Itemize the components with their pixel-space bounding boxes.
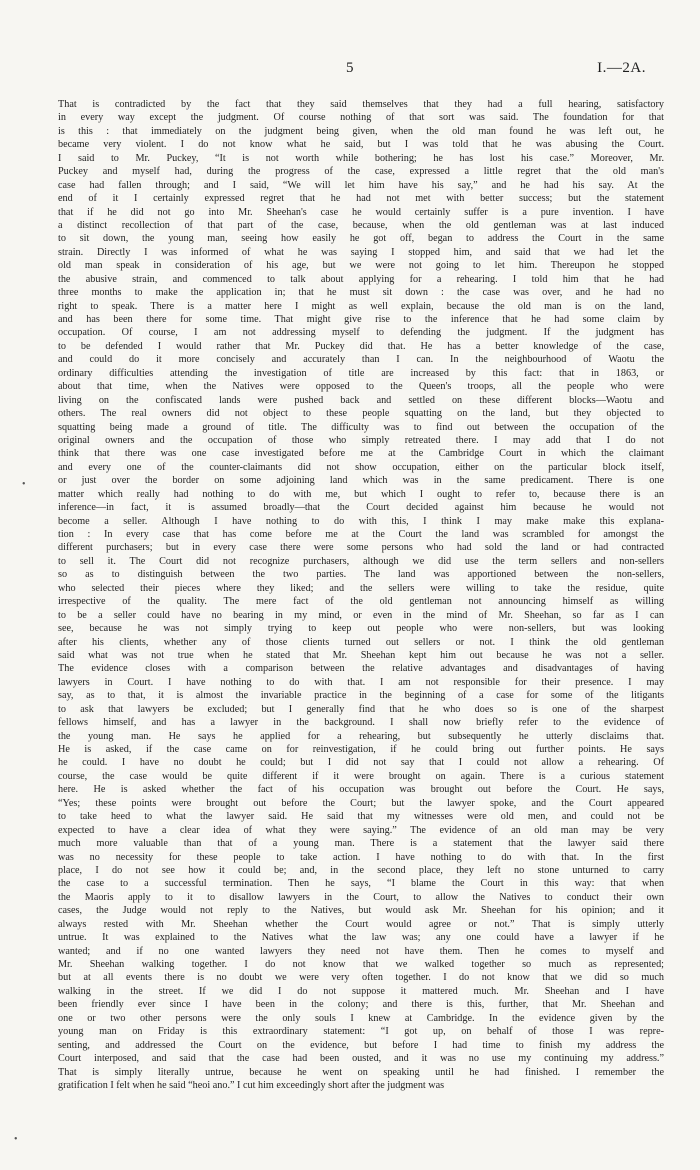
text-line: and has been there for some time. That might give rise to the inference that he had some claim by: [58, 314, 664, 325]
text-line: one or two other persons were the only souls I knew at Cambridge. In the evidence given by the: [58, 1012, 664, 1024]
text-line: think that there was one case investigated before me at the Cambridge Court in which the claimant: [58, 448, 664, 460]
text-line: to sit down, the young man, seeing how easily he got off, began to address the Court in the same: [58, 233, 664, 245]
text-line: been friendly ever since I have been in the colony; and there is this, further, that Mr. Sheehan and: [58, 999, 664, 1011]
text-line: became very violent. I do not know what he said, but I was told that he was abusing the Court.: [58, 139, 664, 151]
text-line: I said to Mr. Puckey, “It is not worth while bothering; he has lost his case.” Moreover, Mr.: [58, 152, 664, 164]
text-line: case had fallen through; and I said, “We will let him have his say,” and he had his say. At the: [58, 179, 664, 191]
text-line: lawyers in Court. I have nothing to do with that. I am not responsible for their presence. I may: [58, 676, 664, 688]
text-line: was no necessity for these people to take action. I have nothing to do with that. In the first: [58, 851, 664, 863]
text-line: walking in the street. If we did I do not suppose it mattered much. Mr. Sheehan and I have: [58, 985, 664, 997]
margin-mark: •: [14, 1134, 18, 1145]
text-line: right to speak. There is a matter here I might as well explain, because the old man is on the land,: [58, 300, 664, 312]
text-line: original owners and the occupation of those who simply retreated there. I may add that I do not: [58, 434, 664, 446]
text-line: “Yes; these points were brought out before the Court; but the lawyer spoke, and the Court appeared: [58, 797, 664, 809]
text-line: ordinary difficulties attending the investigation of title are increased by this fact: that in 1863, or: [58, 367, 664, 379]
text-line: expected to have a clear idea of what they were saying.” The evidence of an old man may be very: [58, 824, 664, 836]
body-text: [58, 98, 664, 1092]
text-line: the case to a successful termination. Then he says, “I blame the Court in this way: that when: [58, 878, 664, 890]
text-line: untrue. It was explained to the Natives what the law was; any one could have a lawyer if he: [58, 932, 664, 944]
text-line: about that time, when the Natives were opposed to the Queen's troops, all the people who were: [58, 381, 664, 393]
text-line: here. He is asked whether the fact of his occupation was brought out before the Court. He says,: [58, 784, 664, 796]
text-line: tion : In every case that has come before me at the Court the land was scrambled for amongst the: [58, 529, 664, 540]
text-line: is this : that immediately on the judgment being given, when the old man found he was left out, he: [58, 125, 664, 137]
text-line: after his clients, whether any of those clients turned out sellers or not. I think the old gentleman: [58, 636, 664, 648]
document-reference: I.—2A.: [597, 60, 646, 76]
text-line: become a seller. Although I have nothing to do with this, I think I may make make this explana-: [58, 515, 664, 527]
text-line: see, because he was not simply trying to keep out people who were non-sellers, but was looking: [58, 623, 664, 635]
text-line: matter which really had nothing to do with me, but which I ought to refer to, because there is an: [58, 488, 664, 500]
text-line: to be a seller could have no bearing in my mind, or even in the mind of Mr. Sheehan, so far as I can: [58, 609, 664, 621]
text-line: to be defended I would rather that Mr. Puckey did that. He has a better knowledge of the case,: [58, 340, 664, 352]
text-line: the Maoris apply to it to disallow lawyers in the Court, to allow the Natives to conduct their own: [58, 891, 664, 903]
text-line: different purchasers; but in every case there were some persons who had sold the land or had contracted: [58, 542, 664, 554]
text-line: or just over the border on some adjoining land which was in the same predicament. There is one: [58, 475, 664, 487]
text-line: old man speak in consideration of his age, but we were not going to let him. Thereupon he stopped: [58, 260, 664, 272]
text-line: fellows himself, and has a lawyer in the background. I shall now briefly refer to the evidence of: [58, 717, 664, 729]
text-line: strain. Directly I was informed of what he was saying I stopped him, and said that we had let the: [58, 246, 664, 258]
text-line: inference—in fact, it is assumed broadly—that the Court decided against him because he would not: [58, 502, 664, 514]
text-line: to ask that lawyers be excluded; but I generally find that he who does so is one of the sharpest: [58, 703, 664, 715]
text-line: course, the case would be quite different if it were brought on again. There is a curious statement: [58, 770, 664, 782]
text-line: who selected their pieces where they liked; and the sellers were willing to take the residue, quite: [58, 582, 664, 594]
text-line: Mr. Sheehan walking together. I do not know that we walked together so much as represented;: [58, 959, 664, 970]
text-line: That is simply literally untrue, because he went on speaking until he had finished. I remember the: [58, 1066, 664, 1078]
text-line: say, as to that, it is almost the invariable practice in the beginning of a case for some of the litigants: [58, 690, 664, 702]
text-line: three months to make the application in; that he must sit down : the case was over, and he had no: [58, 287, 664, 299]
text-line: in every way except the judgment. Of course nothing of that sort was said. The foundation for that: [58, 112, 664, 124]
text-line: and every one of the counter-claimants did not show occupation, either on the particular block itself,: [58, 461, 664, 473]
text-line: Puckey and myself had, during the progress of the case, expressed a little regret that the old man's: [58, 166, 664, 178]
text-line: a distinct recollection of that part of the case, because, when the old gentleman was at last induced: [58, 219, 664, 231]
text-line: wanted; and if no one wanted lawyers they need not have them. Then he comes to myself and: [58, 945, 664, 957]
text-line: end of it I certainly expressed regret that he had not met with better success; but the statement: [58, 193, 664, 205]
text-line: He is asked, if the case came on for reinvestigation, if he could bring out further points. He says: [58, 744, 664, 755]
text-line: others. The real owners did not object to these people squatting on the land, but they objected to: [58, 408, 664, 420]
text-line: occupation. Of course, I am not addressing myself to defending the judgment. If the judgment has: [58, 327, 664, 339]
text-line: but at all events there is no doubt we were very often together. I do not know that we did so much: [58, 972, 664, 984]
text-line: squatting being made a ground of title. The difficulty was to find out between the occupation of the: [58, 421, 664, 433]
page-number: 5: [346, 60, 354, 76]
text-line: much more valuable than that of a young man. There is a statement that the lawyer said there: [58, 838, 664, 850]
text-line: to take heed to what the lawyer said. He said that my witnesses were old men, and could not be: [58, 811, 664, 823]
text-line: irrespective of the quality. The mere fact of the old gentleman not announcing himself as willing: [58, 596, 664, 608]
text-line: senting, and addressed the Court on the evidence, but before I had time to finish my address the: [58, 1039, 664, 1051]
text-line: that if he did not go into Mr. Sheehan's case he would certainly suffer is a pure invention. I have: [58, 206, 664, 218]
text-line: living on the confiscated lands were pushed back and settled on these different blocks—Waotu and: [58, 394, 664, 406]
text-line: he could. I have no doubt he could; but I did not say that I could not allow a rehearing. Of: [58, 757, 664, 769]
text-line: Court interposed, and said that the case had been ousted, and it was no use my continuing my address.”: [58, 1053, 664, 1065]
text-line: the young man. He says he applied for a rehearing, but subsequently he utterly disclaims that.: [58, 730, 664, 742]
text-line: place, I do not see how it could be; and, in the second place, they left no stone unturned to carry: [58, 864, 664, 876]
text-line: to sell it. The Court did not recognize purchasers, although we did use the term sellers and non-sellers: [58, 555, 664, 567]
text-line: gratification I felt when he said “heoi ano.” I cut him exceedingly short after the judgment was: [58, 1079, 445, 1091]
text-line: the abusive strain, and commenced to talk about applying for a rehearing. I told him that he had: [58, 273, 664, 285]
text-line: The evidence closes with a comparison between the relative advantages and disadvantages of having: [58, 663, 664, 675]
margin-mark: •: [22, 479, 26, 490]
text-line: That is contradicted by the fact that they said themselves that they had a full hearing, satisfactory: [58, 99, 664, 110]
text-line: always rested with Mr. Sheehan whether the Court would agree or not.” That is simply utterly: [58, 918, 664, 930]
text-line: young man on Friday is this extraordinary statement: “I got up, on behalf of those I was repre-: [58, 1026, 664, 1038]
text-line: said what was not true when he stated that Mr. Sheehan kept him out because he was not a seller.: [58, 649, 664, 661]
text-line: and could do it more concisely and accurately than I can. In the neighbourhood of Waotu the: [58, 354, 664, 366]
text-line: so as to distinguish between the two parties. The land was apportioned between the non-sellers,: [58, 569, 664, 581]
text-line: cases, the Judge would not reply to the Natives, but would ask Mr. Sheehan for his opinion; and it: [58, 905, 664, 917]
